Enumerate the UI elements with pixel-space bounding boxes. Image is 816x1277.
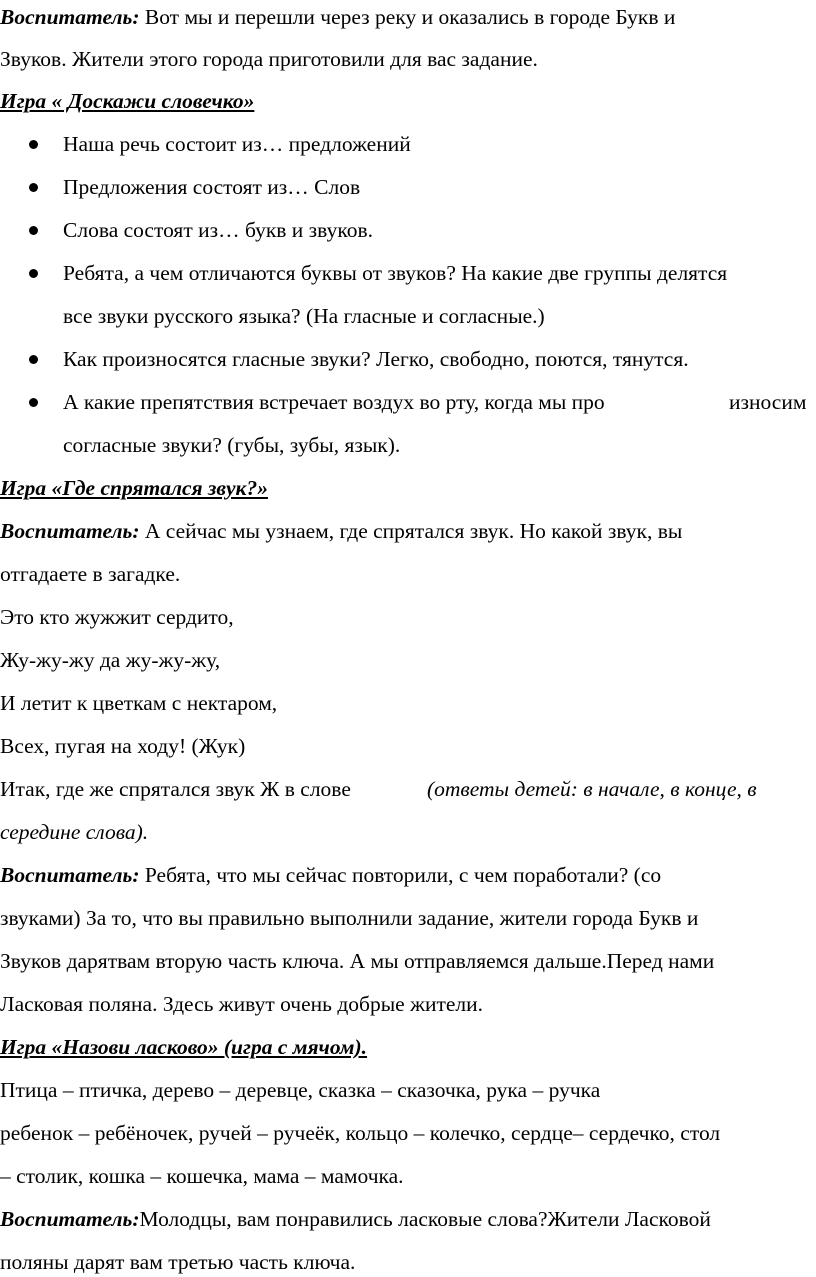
paragraph-line: отгадаете в загадке. <box>0 562 181 586</box>
bullet-icon <box>29 140 38 149</box>
answer-text: середине слова). <box>0 820 149 844</box>
answer-text: (ответы детей: в начале, в конце, в <box>427 777 757 801</box>
bullet-icon <box>29 183 38 192</box>
paragraph-line <box>0 1205 711 1233</box>
speaker-label: Воспитатель: <box>0 1207 140 1231</box>
list-item: Слова состоят из… букв и звуков. <box>63 218 373 242</box>
speaker-label: Воспитатель: <box>0 519 140 543</box>
riddle-line: Это кто жужжит сердито, <box>0 605 234 629</box>
list-item-continuation: согласные звуки? (губы, зубы, язык). <box>63 433 401 457</box>
riddle-line: Жу-жу-жу да жу-жу-жу, <box>0 648 221 672</box>
bullet-icon <box>29 226 38 235</box>
speaker-label: Воспитатель: <box>0 5 140 29</box>
game-title: Игра «Где спрятался звук?» <box>0 476 268 500</box>
speaker-label: Воспитатель: <box>0 863 140 887</box>
paragraph-line <box>0 861 661 889</box>
paragraph-text: вам вторую часть ключа. А мы отправляемся дальше. <box>117 949 607 973</box>
list-item-continuation: все звуки русского языка? (На гласные и согласные.) <box>63 304 545 328</box>
riddle-line: И летит к цветкам с нектаром, <box>0 691 278 715</box>
paragraph-text: Звуков дарят <box>0 949 118 973</box>
paragraph-line <box>0 3 675 31</box>
paragraph-text: Перед нами <box>606 949 715 973</box>
game-title: Игра «Назови ласково» (игра с мячом). <box>0 1035 368 1059</box>
bullet-icon <box>29 269 38 278</box>
paragraph-line: звуками) За то, что вы правильно выполнили задание, жители города Букв и <box>0 906 699 930</box>
paragraph-text: Жители Ласковой <box>547 1207 711 1231</box>
paragraph-line <box>0 517 682 545</box>
paragraph-line: ребенок – ребёночек, ручей – ручеёк, кольцо – колечко, сердце– сердечко, стол <box>0 1121 721 1145</box>
list-item: Как произносятся гласные звуки? Легко, свободно, поются, тянутся. <box>63 347 689 371</box>
list-item: А какие препятствия встречает воздух во рту, когда мы про <box>63 390 605 414</box>
riddle-line: Всех, пугая на ходу! (Жук) <box>0 734 246 758</box>
bullet-icon <box>29 398 38 407</box>
question-line: Итак, где же спрятался звук Ж в слове <box>0 777 351 801</box>
paragraph-line: Ласковая поляна. Здесь живут очень добрые жители. <box>0 992 483 1016</box>
paragraph-line: Птица – птичка, дерево – деревце, сказка – сказочка, рука – ручка <box>0 1078 601 1102</box>
paragraph-line: – столик, кошка – кошечка, мама – мамочка. <box>0 1164 404 1188</box>
paragraph-line: поляны дарят вам третью часть ключа. <box>0 1250 356 1274</box>
list-item: Ребята, а чем отличаются буквы от звуков? На какие две группы делятся <box>63 261 728 285</box>
paragraph-line <box>0 947 714 975</box>
list-item: Предложения состоят из… Слов <box>63 175 361 199</box>
paragraph-text: Вот мы и перешли через реку и оказались в городе Букв и <box>144 5 676 29</box>
bullet-icon <box>29 355 38 364</box>
paragraph-text: Ребята, что мы сейчас повторили, с чем поработали? (со <box>144 863 662 887</box>
list-item: Наша речь состоит из… предложений <box>63 132 411 156</box>
paragraph-line: Звуков. Жители этого города приготовили для вас задание. <box>0 47 538 71</box>
paragraph-text: Молодцы, вам понравились ласковые слова? <box>139 1207 548 1231</box>
list-item-fragment: износим <box>729 390 807 414</box>
game-title: Игра « Доскажи словечко» <box>0 89 255 113</box>
paragraph-text: А сейчас мы узнаем, где спрятался звук. Но какой звук, вы <box>144 519 683 543</box>
